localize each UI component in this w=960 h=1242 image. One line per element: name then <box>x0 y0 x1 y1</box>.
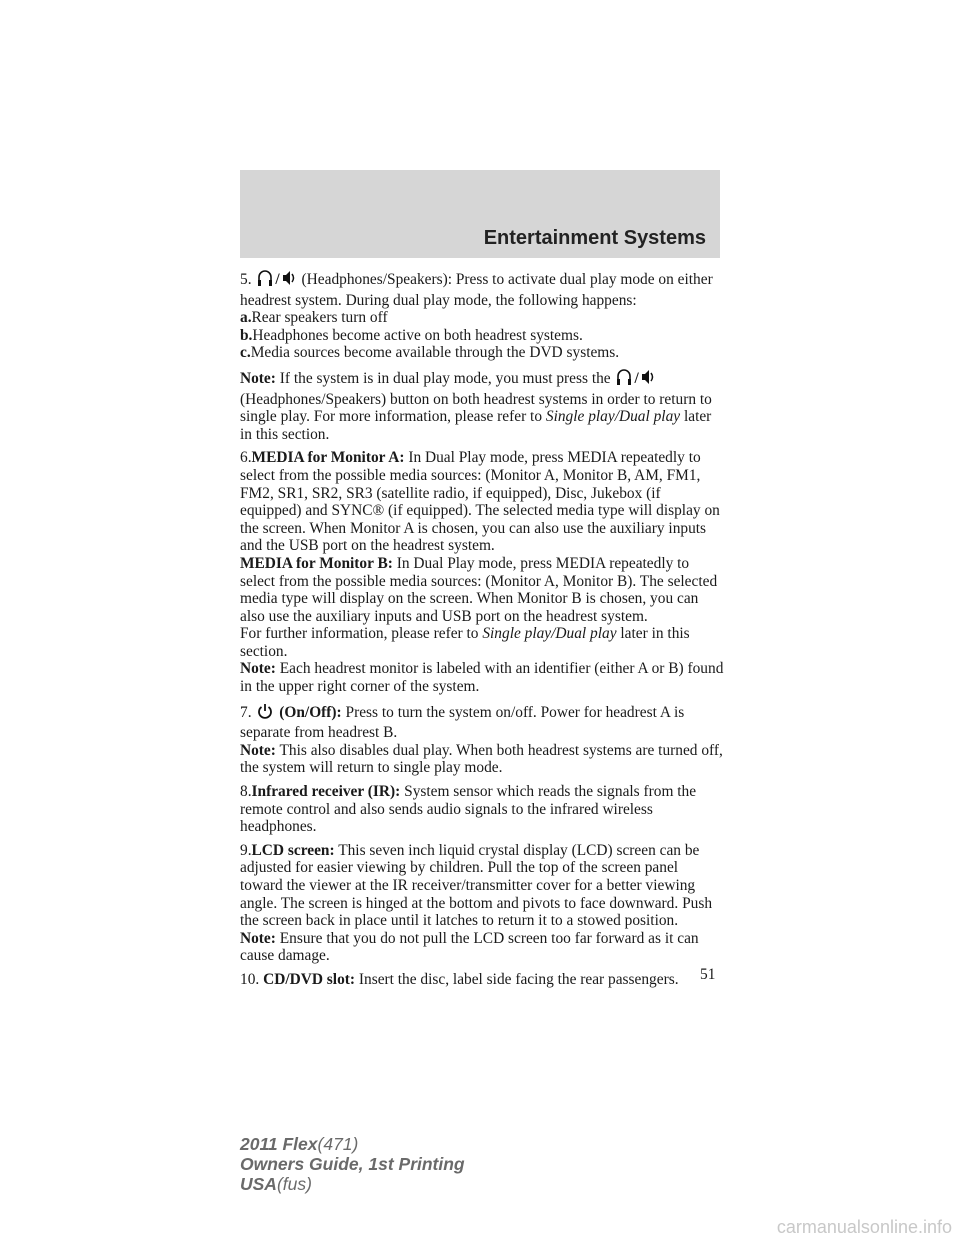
cross-reference: Single play/Dual play <box>482 625 617 643</box>
item-text: For further information, please refer to <box>240 625 479 643</box>
list-label: c. <box>240 344 251 362</box>
power-icon <box>257 702 273 725</box>
note-text: This also disables dual play. When both headrest systems are turned off, the system will return to single play mode. <box>240 741 723 777</box>
item-title: LCD screen: <box>251 841 335 859</box>
note-5 <box>240 368 724 443</box>
footer-market-code: (fus) <box>276 1174 312 1194</box>
item-title: MEDIA for Monitor B: <box>240 554 393 572</box>
item-8 <box>240 783 724 836</box>
list-label: a. <box>240 309 252 327</box>
item-text: In Dual Play mode, press MEDIA repeatedly to select from the possible media sources: (Monitor A, Monitor B, AM, FM1, FM2, SR1, SR2, SR3 (satellite radio, if equipped), Disc, Jukebox (if equipped) and SYNC® (if equipped). The selected media type will display on the screen. When Monitor A is chosen, you can also use the auxiliary inputs and the USB port on the headrest system. <box>240 449 720 555</box>
list-text: Media sources become available through the DVD systems. <box>250 344 620 362</box>
print-footer <box>240 1134 465 1194</box>
section-title: Entertainment Systems <box>483 227 706 249</box>
item-number: 9. <box>240 841 252 859</box>
list-text: Rear speakers turn off <box>251 309 388 327</box>
slash: / <box>634 369 639 387</box>
item-6 <box>240 449 724 695</box>
cross-reference: Single play/Dual play <box>545 408 681 426</box>
footer-edition: Owners Guide, 1st Printing <box>240 1154 465 1174</box>
item-number: 10. <box>240 970 260 988</box>
item-text: (Headphones/Speakers): Press to activate dual play mode on either headrest system. During dual play mode, the following happens: <box>240 271 713 309</box>
note-text: Ensure that you do not pull the LCD screen too far forward as it can cause damage. <box>240 929 699 965</box>
note-label: Note: <box>240 741 276 759</box>
item-number: 7. <box>240 703 252 721</box>
item-7 <box>240 702 724 777</box>
note-label: Note: <box>240 929 276 947</box>
item-text: System sensor which reads the signals from the remote control and also sends audio signals to the infrared wireless headphones. <box>240 783 697 836</box>
list-label: b. <box>240 326 253 344</box>
list-text: Headphones become active on both headrest systems. <box>252 326 583 344</box>
footer-model: 2011 Flex <box>240 1134 318 1154</box>
item-number: 8. <box>240 783 252 801</box>
note-text: If the system is in dual play mode, you must press the <box>279 369 611 387</box>
speaker-icon <box>282 269 296 292</box>
watermark: carmanualsonline.info <box>776 1217 952 1237</box>
item-text: This seven inch liquid crystal display (LCD) screen can be adjusted for easier viewing by children. Pull the top of the screen panel toward the viewer at the IR receiver/transmitter cover for a better viewing angle. The screen is hinged at the bottom and pivots to face downward. Push the screen back in place until it latches to return it to a stowed position. <box>240 841 713 930</box>
note-text: (Headphones/Speakers) button on both headrest systems in order to return to single play. For more information, please refer to <box>240 390 712 426</box>
page-number: 51 <box>700 966 716 983</box>
item-title: (On/Off): <box>279 703 342 721</box>
note-text: Each headrest monitor is labeled with an identifier (either A or B) found in the upper right corner of the system. <box>240 660 724 696</box>
footer-code: (471) <box>317 1134 359 1154</box>
page-content <box>240 269 724 995</box>
item-title: MEDIA for Monitor A: <box>251 449 405 467</box>
speaker-icon <box>641 368 655 391</box>
item-number: 5. <box>240 271 252 288</box>
item-title: CD/DVD slot: <box>263 970 356 988</box>
item-text: Press to turn the system on/off. Power for headrest A is separate from headrest B. <box>240 703 685 742</box>
item-number: 6. <box>240 449 252 467</box>
note-label: Note: <box>240 369 276 387</box>
headphones-icon <box>616 368 632 391</box>
item-title: Infrared receiver (IR): <box>251 783 401 801</box>
item-text: later in this section. <box>240 625 690 660</box>
note-label: Note: <box>240 660 276 678</box>
note-text: later in this section. <box>240 408 712 443</box>
item-5 <box>240 269 724 362</box>
item-10 <box>240 971 724 989</box>
item-text: In Dual Play mode, press MEDIA repeatedly to select from the possible media sources: (Monitor A, Monitor B). The selected media type will display on the screen. When Monitor B is chosen, you can also use the auxiliary inputs and USB port on the headrest system. <box>240 554 718 625</box>
slash: / <box>275 271 280 288</box>
item-text: Insert the disc, label side facing the rear passengers. <box>358 970 679 988</box>
item-9 <box>240 842 724 965</box>
footer-market: USA <box>240 1174 277 1194</box>
section-header-band <box>240 170 720 258</box>
headphones-icon <box>257 269 273 292</box>
